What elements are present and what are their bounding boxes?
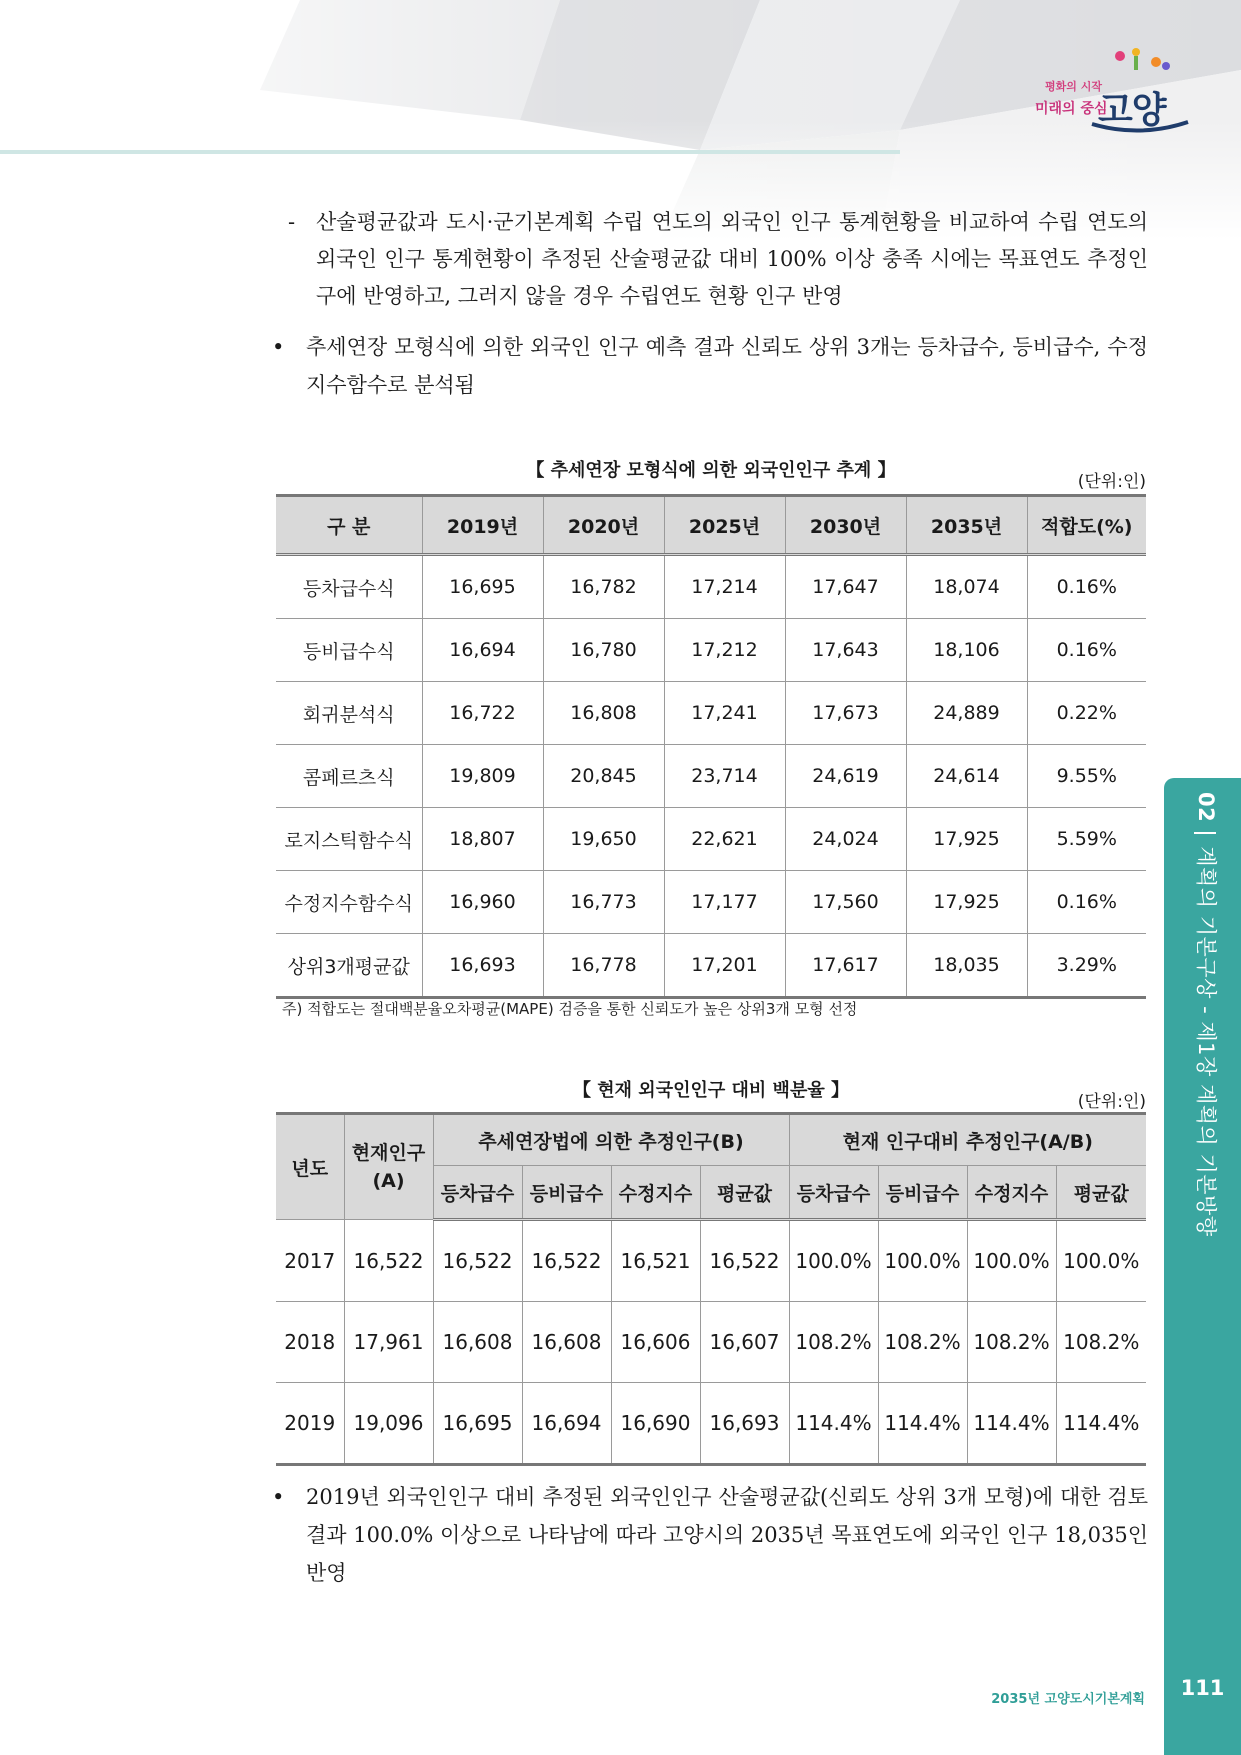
table2-subheader-cell: 수정지수 xyxy=(967,1166,1056,1220)
table2-subheader-cell: 등차급수 xyxy=(433,1166,522,1220)
chapter-label xyxy=(1192,792,1222,1237)
table-row xyxy=(276,682,1146,745)
table-cell: 등비급수식 xyxy=(276,619,422,682)
logo-swoosh-icon xyxy=(1090,120,1190,136)
table2-subheader-cell: 평균값 xyxy=(1056,1166,1146,1220)
table-cell: 17,177 xyxy=(664,871,785,934)
table1-note: 주) 적합도는 절대백분율오차평균(MAPE) 검증을 통한 신뢰도가 높은 상위3개 모형 선정 xyxy=(282,1000,858,1018)
table2-subheader-cell: 수정지수 xyxy=(611,1166,700,1220)
table2-header-row-1 xyxy=(276,1114,1146,1166)
table-cell: 108.2% xyxy=(1056,1302,1146,1383)
sub-item-text: 산술평균값과 도시·군기본계획 수립 연도의 외국인 인구 통계현황을 비교하여 수립 연도의 외국인 인구 통계현황이 추정된 산술평균값 대비 100% 이상 충족 시에는 목표연도 추정인구에 반영하고, 그러지 않을 경우 수립연도 현황 인구 반영 xyxy=(316,210,1148,308)
table-cell: 16,608 xyxy=(433,1302,522,1383)
table-cell: 회귀분석식 xyxy=(276,682,422,745)
table-cell: 0.16% xyxy=(1027,871,1146,934)
table-cell: 17,643 xyxy=(785,619,906,682)
table-cell: 17,673 xyxy=(785,682,906,745)
table-cell: 17,647 xyxy=(785,555,906,619)
table-cell: 로지스틱함수식 xyxy=(276,808,422,871)
table-cell: 16,960 xyxy=(422,871,543,934)
table-row xyxy=(276,934,1146,998)
footer-document-title: 2035년 고양도시기본계획 xyxy=(991,1692,1145,1707)
table-cell: 0.22% xyxy=(1027,682,1146,745)
table-cell: 16,522 xyxy=(522,1220,611,1302)
bullet-paragraph-2 xyxy=(272,1478,1148,1592)
table2-header-current: 현재인구 (A) xyxy=(344,1114,433,1220)
table2-subheader-cell: 등비급수 xyxy=(878,1166,967,1220)
bullet-text-1: 추세연장 모형식에 의한 외국인 인구 예측 결과 신뢰도 상위 3개는 등차급수, 등비급수, 수정지수함수로 분석됨 xyxy=(306,335,1148,397)
table-cell: 17,617 xyxy=(785,934,906,998)
table-cell: 23,714 xyxy=(664,745,785,808)
table-cell: 19,650 xyxy=(543,808,664,871)
table2-header-group-b: 추세연장법에 의한 추정인구(B) xyxy=(433,1114,789,1166)
table-cell: 16,522 xyxy=(344,1220,433,1302)
table-cell: 0.16% xyxy=(1027,619,1146,682)
table-cell: 16,693 xyxy=(422,934,543,998)
table-cell: 상위3개평균값 xyxy=(276,934,422,998)
table-cell: 3.29% xyxy=(1027,934,1146,998)
table-row xyxy=(276,808,1146,871)
table-cell: 16,722 xyxy=(422,682,543,745)
table-cell: 24,889 xyxy=(906,682,1027,745)
table-row xyxy=(276,619,1146,682)
table2-unit: (단위:인) xyxy=(1077,1092,1146,1112)
table-cell: 22,621 xyxy=(664,808,785,871)
bullet-marker: • xyxy=(272,335,285,359)
table1-header-row xyxy=(276,496,1146,555)
chapter-title: 계획의 기본구상 - 제1장 계획의 기본방향 xyxy=(1194,846,1218,1237)
table-cell: 0.16% xyxy=(1027,555,1146,619)
table-cell: 16,778 xyxy=(543,934,664,998)
table-cell: 18,035 xyxy=(906,934,1027,998)
table-cell: 16,606 xyxy=(611,1302,700,1383)
table-cell: 5.59% xyxy=(1027,808,1146,871)
table-cell: 24,614 xyxy=(906,745,1027,808)
table1-unit: (단위:인) xyxy=(1077,472,1146,492)
table-cell: 114.4% xyxy=(967,1383,1056,1465)
table-cell: 18,074 xyxy=(906,555,1027,619)
table-cell: 16,808 xyxy=(543,682,664,745)
table1-header-cell: 2025년 xyxy=(664,496,785,555)
table-cell: 18,807 xyxy=(422,808,543,871)
table-cell: 100.0% xyxy=(878,1220,967,1302)
percentage-table xyxy=(276,1112,1146,1466)
table-cell: 108.2% xyxy=(789,1302,878,1383)
table1-header-cell: 2030년 xyxy=(785,496,906,555)
forecast-table xyxy=(276,494,1146,999)
chapter-divider xyxy=(1194,832,1216,834)
table-cell: 114.4% xyxy=(789,1383,878,1465)
table1-header-cell: 2020년 xyxy=(543,496,664,555)
chapter-side-tab xyxy=(1164,778,1241,1755)
table-cell: 100.0% xyxy=(789,1220,878,1302)
table-cell: 24,619 xyxy=(785,745,906,808)
table1-header-cell: 구 분 xyxy=(276,496,422,555)
table-cell: 17,201 xyxy=(664,934,785,998)
logo-slogan-2: 미래의 중심 xyxy=(1035,101,1108,117)
table-cell: 100.0% xyxy=(1056,1220,1146,1302)
table-cell: 16,608 xyxy=(522,1302,611,1383)
table-cell: 114.4% xyxy=(878,1383,967,1465)
table-row xyxy=(276,1302,1146,1383)
table1-caption: 【 추세연장 모형식에 의한 외국인인구 추계 】 xyxy=(526,460,896,481)
goyang-logo xyxy=(1030,46,1190,136)
logo-name: 고양 xyxy=(1098,90,1166,131)
table-cell: 16,782 xyxy=(543,555,664,619)
table-row xyxy=(276,1383,1146,1465)
table-cell: 콤페르츠식 xyxy=(276,745,422,808)
table-cell: 16,607 xyxy=(700,1302,789,1383)
table1-header-cell: 2035년 xyxy=(906,496,1027,555)
table-cell: 108.2% xyxy=(878,1302,967,1383)
table-cell: 17,961 xyxy=(344,1302,433,1383)
table-cell: 16,695 xyxy=(422,555,543,619)
table2-subheader-cell: 평균값 xyxy=(700,1166,789,1220)
table-cell: 16,521 xyxy=(611,1220,700,1302)
table-cell: 16,693 xyxy=(700,1383,789,1465)
table2-header-year: 년도 xyxy=(276,1114,344,1220)
table-cell: 18,106 xyxy=(906,619,1027,682)
table-cell: 수정지수함수식 xyxy=(276,871,422,934)
table-cell: 16,522 xyxy=(433,1220,522,1302)
bullet-text-2: 2019년 외국인인구 대비 추정된 외국인인구 산술평균값(신뢰도 상위 3개 모형)에 대한 검토결과 100.0% 이상으로 나타남에 따라 고양시의 2035년 목표연도에 외국인 인구 18,035인 반영 xyxy=(306,1485,1148,1585)
table1-header-cell: 2019년 xyxy=(422,496,543,555)
table-cell: 17,560 xyxy=(785,871,906,934)
sub-item-paragraph xyxy=(288,204,1148,315)
table-row xyxy=(276,555,1146,619)
table-row xyxy=(276,745,1146,808)
table-cell: 17,214 xyxy=(664,555,785,619)
table-cell: 9.55% xyxy=(1027,745,1146,808)
table-cell: 16,695 xyxy=(433,1383,522,1465)
table-cell: 19,096 xyxy=(344,1383,433,1465)
table-cell: 2018 xyxy=(276,1302,344,1383)
table2-caption: 【 현재 외국인인구 대비 백분율 】 xyxy=(573,1080,849,1101)
table-cell: 114.4% xyxy=(1056,1383,1146,1465)
table-cell: 17,241 xyxy=(664,682,785,745)
logo-slogan-1: 평화의 시작 xyxy=(1045,80,1102,93)
dash-marker: - xyxy=(288,210,296,234)
table-cell: 16,694 xyxy=(522,1383,611,1465)
table-cell: 108.2% xyxy=(967,1302,1056,1383)
table-cell: 17,212 xyxy=(664,619,785,682)
table-cell: 16,780 xyxy=(543,619,664,682)
chapter-number: 02 xyxy=(1194,792,1218,823)
table-cell: 2019 xyxy=(276,1383,344,1465)
table-cell: 16,690 xyxy=(611,1383,700,1465)
table1-header-cell: 적합도(%) xyxy=(1027,496,1146,555)
table2-subheader-cell: 등차급수 xyxy=(789,1166,878,1220)
table-cell: 17,925 xyxy=(906,808,1027,871)
table2-header-group-ab: 현재 인구대비 추정인구(A/B) xyxy=(789,1114,1146,1166)
table-cell: 등차급수식 xyxy=(276,555,422,619)
table-cell: 16,773 xyxy=(543,871,664,934)
table-cell: 2017 xyxy=(276,1220,344,1302)
logo-people-icon xyxy=(1112,46,1172,82)
table-row xyxy=(276,871,1146,934)
table-cell: 20,845 xyxy=(543,745,664,808)
table-cell: 24,024 xyxy=(785,808,906,871)
table-cell: 17,925 xyxy=(906,871,1027,934)
table2-subheader-cell: 등비급수 xyxy=(522,1166,611,1220)
table-cell: 16,694 xyxy=(422,619,543,682)
table-cell: 19,809 xyxy=(422,745,543,808)
table-cell: 100.0% xyxy=(967,1220,1056,1302)
page-number: 111 xyxy=(1180,1676,1225,1700)
table-cell: 16,522 xyxy=(700,1220,789,1302)
bullet-paragraph-1 xyxy=(272,328,1148,404)
bullet-marker: • xyxy=(272,1485,285,1509)
table-row xyxy=(276,1220,1146,1302)
